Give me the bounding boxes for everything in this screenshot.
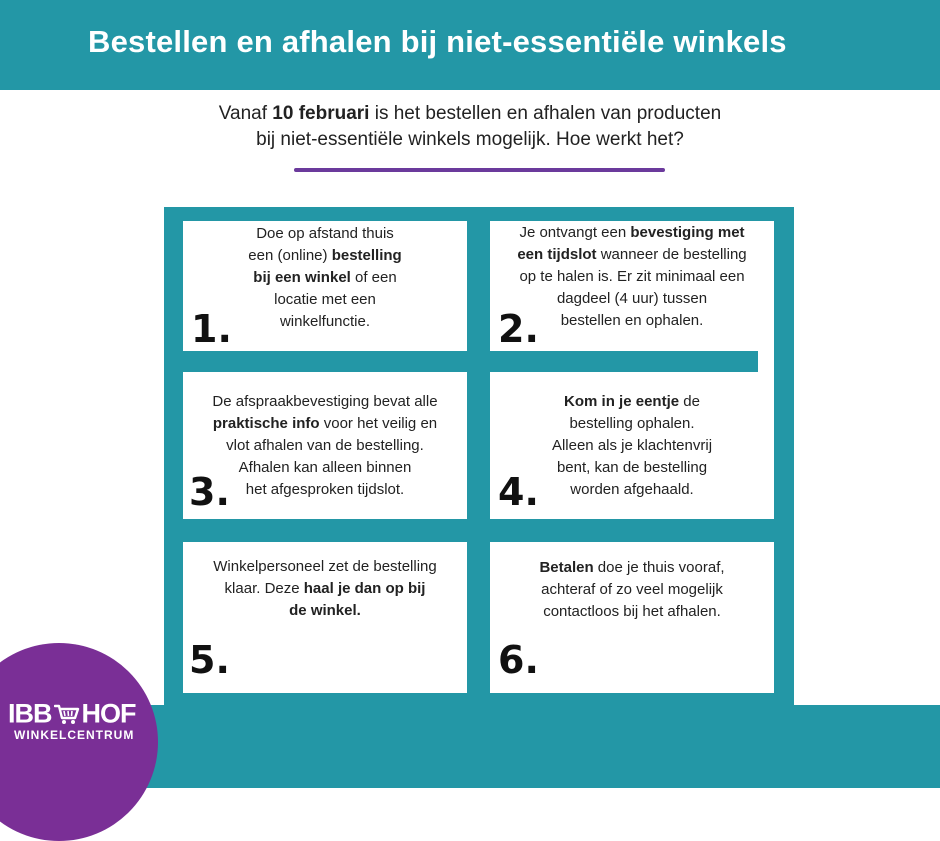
step-line <box>496 244 768 266</box>
step-text-run: bestellen en ophalen. <box>560 312 704 329</box>
step-number: 2. <box>498 307 539 351</box>
intro-text <box>0 101 940 153</box>
header-banner <box>0 0 940 90</box>
step-line <box>189 413 461 435</box>
shopping-cart-icon <box>54 703 80 725</box>
step-text-run: of een <box>350 269 397 286</box>
step-text-run: De afspraakbevestiging bevat alle <box>212 393 438 410</box>
step-line <box>496 557 768 579</box>
step-text-run: bent, kan de bestelling <box>556 459 708 476</box>
step-text-bold: praktische info <box>212 415 320 432</box>
step-line <box>189 267 461 289</box>
step-text-run: contactloos bij het afhalen. <box>543 603 721 620</box>
step-text-bold: bevestiging met <box>630 224 745 241</box>
step-text-run: de <box>679 393 700 410</box>
step-text-run: doe je thuis vooraf, <box>593 559 725 576</box>
step-text-run: wanneer de bestelling <box>596 246 747 263</box>
step-text-run: vlot afhalen van de bestelling. <box>226 437 424 454</box>
intro-line-1 <box>0 101 940 127</box>
divider-line <box>294 168 665 172</box>
step-text-run: locatie met een <box>274 291 376 308</box>
step-text-bold: Betalen <box>539 559 594 576</box>
logo-left-text: IBB <box>8 698 52 729</box>
step-card-2 <box>490 221 774 351</box>
step-line <box>496 222 768 244</box>
step-card-1 <box>183 221 467 351</box>
panel-extension <box>794 705 940 788</box>
logo-wordmark <box>8 697 152 729</box>
step-line <box>189 245 461 267</box>
step-text-run: Alleen als je klachtenvrij <box>551 437 713 454</box>
step-text-run: voor het veilig en <box>319 415 438 432</box>
intro-date: 10 februari <box>272 103 370 124</box>
step-text-run: een (online) <box>248 247 332 264</box>
step-text-run: Afhalen kan alleen binnen <box>238 459 412 476</box>
step-card-4 <box>490 372 774 519</box>
step-text-bold: bij een winkel <box>253 269 351 286</box>
step-line <box>189 578 461 600</box>
step-number: 4. <box>498 470 539 514</box>
step-text-run: winkelfunctie. <box>279 313 371 330</box>
step-text-run: op te halen is. Er zit minimaal een <box>519 268 745 285</box>
step-line <box>189 391 461 413</box>
logo-circle <box>0 643 158 841</box>
step-line <box>496 435 768 457</box>
step-text-run: het afgesproken tijdslot. <box>245 481 405 498</box>
step-number: 5. <box>189 638 230 682</box>
step-line <box>496 391 768 413</box>
step-line <box>496 579 768 601</box>
step-line <box>496 601 768 623</box>
step-text-run: dagdeel (4 uur) tussen <box>556 290 708 307</box>
step-line <box>496 413 768 435</box>
step-text-bold: een tijdslot <box>517 246 597 263</box>
step-card-3 <box>183 372 467 519</box>
panel-tab <box>758 350 774 372</box>
step-line <box>189 435 461 457</box>
step-text-run: bestelling ophalen. <box>569 415 695 432</box>
step-text-run: Doe op afstand thuis <box>256 225 394 242</box>
logo-right-text: HOF <box>81 698 136 729</box>
page-title: Bestellen en afhalen bij niet-essentiële winkels <box>88 24 787 59</box>
step-line <box>496 266 768 288</box>
step-line <box>189 556 461 578</box>
intro-post: is het bestellen en afhalen van producten <box>369 103 722 124</box>
step-text <box>490 557 774 623</box>
step-text-run: achteraf of zo veel mogelijk <box>541 581 723 598</box>
step-text-bold: de winkel. <box>289 602 361 619</box>
step-text-bold: Kom in je eentje <box>564 393 680 410</box>
intro-line-2: bij niet-essentiële winkels mogelijk. Hoe werkt het? <box>256 129 684 150</box>
step-text-run: Winkelpersoneel zet de bestelling <box>213 558 437 575</box>
step-text-bold: bestelling <box>331 247 402 264</box>
step-text-bold: haal je dan op bij <box>303 580 426 597</box>
step-line <box>189 600 461 622</box>
step-text-run: Je ontvangt een <box>519 224 631 241</box>
step-text <box>183 556 467 622</box>
step-number: 6. <box>498 638 539 682</box>
step-number: 1. <box>191 307 232 351</box>
step-line <box>189 223 461 245</box>
step-card-5 <box>183 542 467 693</box>
step-number: 3. <box>189 470 230 514</box>
logo-subtitle: WINKELCENTRUM <box>14 728 135 742</box>
step-text-run: klaar. Deze <box>224 580 304 597</box>
intro-pre: Vanaf <box>218 103 273 124</box>
step-text-run: worden afgehaald. <box>570 481 694 498</box>
step-card-6 <box>490 542 774 693</box>
